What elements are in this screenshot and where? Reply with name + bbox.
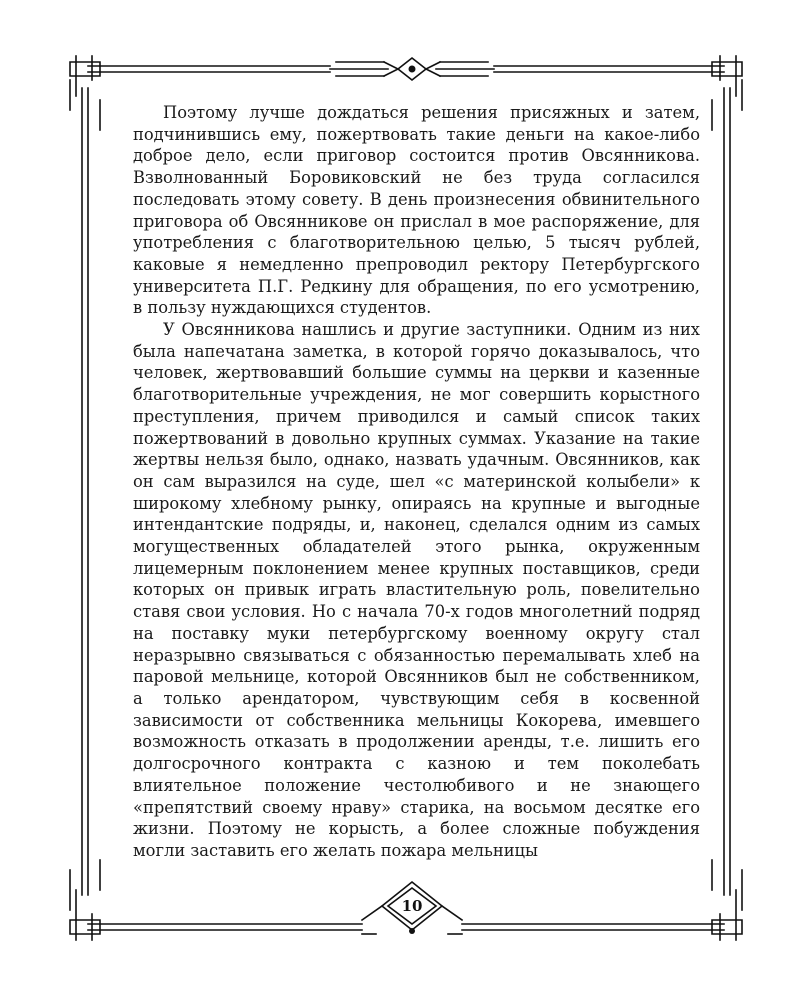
paragraph-1: Поэтому лучше дождаться решения присяжных и затем, подчинившись ему, пожертвовать такие деньги на какое-либо доброе дело, если приговор состоится против Овсянникова. Взволнованный Боровиковский не без труда согласился последовать этому совету. В день произнесения обвинительного приговора об Овсянникове он прислал в мое распоряжение, для употребления с благотворительною целью, 5 тысяч рублей, каковые я немедленно препроводил ректору Петербургского университета П.Г. Редкину для обращения, по его усмотрению, в пользу нуждающихся студентов. — [133, 103, 700, 318]
page-number: 10 — [401, 897, 423, 915]
page-text — [133, 102, 700, 862]
paragraph-2: У Овсянникова нашлись и другие заступники. Одним из них была напечатана заметка, в которой горячо доказывалось, что человек, жертвовавший большие суммы на церкви и казенные благотворительные учреждения, не мог совершить корыстного преступления, причем приводился и самый список таких пожертвований в довольно крупных суммах. Указание на такие жертвы нельзя было, однако, назвать удачным. Овсянников, как он сам выразился на суде, шел «с материнской колыбели» к широкому хлебному рынку, опираясь на крупные и выгодные интендантские подряды, и, наконец, сделался одним из самых могущественных обладателей этого рынка, окруженным лицемерным поклонением менее крупных поставщиков, среди которых он привык играть властительную роль, повелительно ставя свои условия. Но с начала 70-х годов многолетний подряд на поставку муки петербургскому военному округу стал неразрывно связываться с обязанностью перемалывать хлеб на паровой мельнице, которой Овсянников был не собственником, а только арендатором, чувствующим себя в косвенной зависимости от собственника мельницы Кокорева, имевшего возможность отказать в продолжении аренды, т.е. лишить его долгосрочного контракта с казною и тем поколебать влиятельное положение честолюбивого и не знающего «препятствий своему нраву» старика, на восьмом десятке его жизни. Поэтому не корысть, а более сложные побуждения могли заставить его желать пожара мельницы — [133, 320, 700, 860]
